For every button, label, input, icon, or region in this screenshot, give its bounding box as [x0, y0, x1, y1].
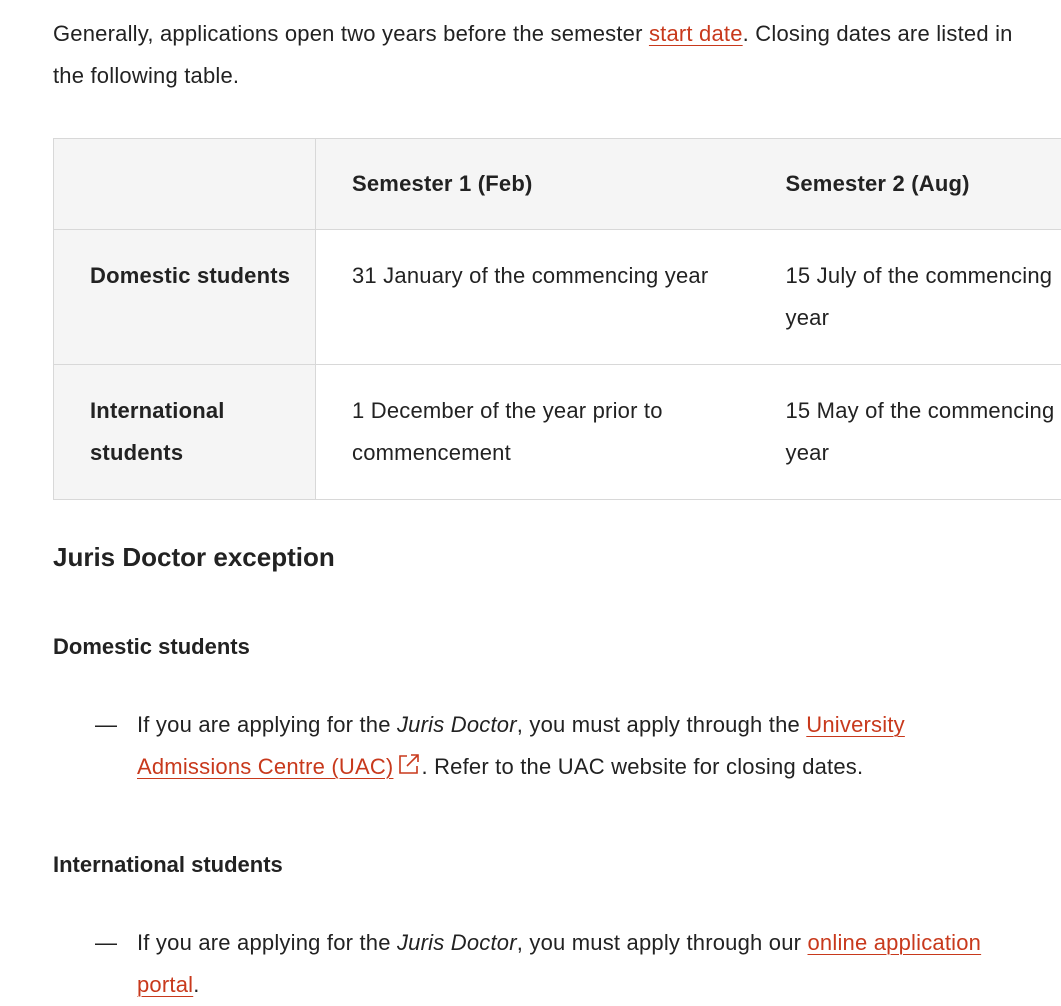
- cell-domestic-sem2: 15 July of the commencing year: [750, 230, 1061, 365]
- domestic-text-before: If you are applying for the: [137, 712, 397, 737]
- table-row: [54, 365, 1061, 500]
- cell-domestic-sem1: 31 January of the commencing year: [316, 230, 750, 365]
- table-corner-cell: [54, 139, 316, 230]
- juris-doctor-italic: Juris Doctor: [397, 712, 517, 737]
- row-label-domestic: Domestic students: [54, 230, 316, 365]
- international-list: [53, 922, 1007, 1006]
- table-row: [54, 230, 1061, 365]
- cell-international-sem1: 1 December of the year prior to commencement: [316, 365, 750, 500]
- list-item: [137, 704, 1007, 790]
- row-label-international: International students: [54, 365, 316, 500]
- domestic-list: [53, 704, 1007, 790]
- list-item: [137, 922, 1007, 1006]
- international-students-heading: International students: [53, 848, 1061, 882]
- domestic-students-heading: Domestic students: [53, 630, 1061, 664]
- domestic-text-after: . Refer to the UAC website for closing dates.: [421, 754, 863, 779]
- online-application-portal-link[interactable]: online application portal: [137, 930, 981, 997]
- cell-international-sem2: 15 May of the commencing year: [750, 365, 1061, 500]
- domestic-text-middle: , you must apply through the: [517, 712, 807, 737]
- juris-doctor-italic: Juris Doctor: [397, 930, 517, 955]
- table-header-row: [54, 139, 1061, 230]
- external-link-icon[interactable]: [397, 748, 421, 790]
- start-date-link[interactable]: start date: [649, 21, 743, 46]
- intro-text-after: . Closing dates are listed in the following table.: [53, 21, 1013, 88]
- page-content: [53, 0, 1061, 1006]
- header-semester-1: Semester 1 (Feb): [316, 139, 750, 230]
- international-text-middle: , you must apply through our: [517, 930, 808, 955]
- international-text-after: .: [193, 972, 199, 997]
- uac-link[interactable]: University Admissions Centre (UAC): [137, 712, 905, 779]
- dash-bullet: —: [95, 704, 117, 746]
- intro-paragraph: [53, 13, 1033, 97]
- international-text-before: If you are applying for the: [137, 930, 397, 955]
- dash-bullet: —: [95, 922, 117, 964]
- closing-dates-table: [53, 138, 1061, 500]
- intro-text-before: Generally, applications open two years before the semester: [53, 21, 649, 46]
- header-semester-2: Semester 2 (Aug): [750, 139, 1061, 230]
- juris-doctor-heading: Juris Doctor exception: [53, 540, 1061, 574]
